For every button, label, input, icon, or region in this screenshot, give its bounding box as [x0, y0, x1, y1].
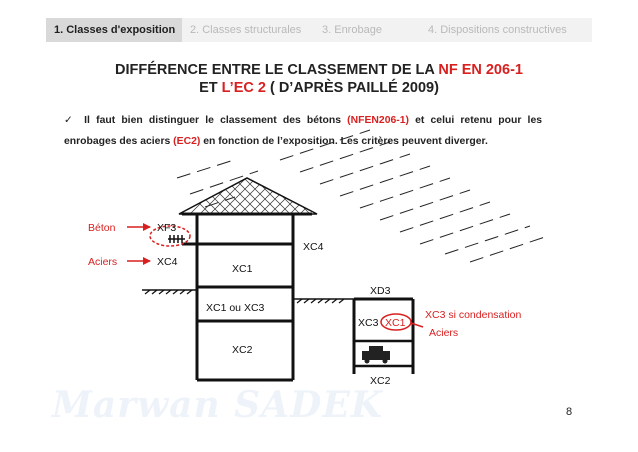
para-ec2-highlight: (EC2) [173, 136, 201, 147]
para-text: et celui retenu pour les enrobages des aciers [64, 115, 543, 147]
title-text: DIFFÉRENCE ENTRE LE CLASSEMENT DE LA [115, 62, 439, 78]
beton-label: Béton [88, 222, 116, 234]
tab-enrobage[interactable]: 3. Enrobage [322, 24, 382, 36]
xc4-label-left: XC4 [157, 256, 178, 268]
aciers-label-right: Aciers [429, 327, 459, 339]
title-ec2-highlight: L’EC 2 [221, 80, 266, 96]
title-text: ET [199, 80, 222, 96]
roof [170, 174, 340, 214]
xd3-label: XD3 [370, 285, 391, 297]
checkmark-icon: ✓ [64, 115, 76, 126]
para-norm-highlight: (NFEN206-1) [347, 115, 409, 126]
title-norm-highlight: NF EN 206-1 [438, 62, 523, 78]
para-text: en fonction de l’exposition. Les critères peuvent diverger. [200, 136, 488, 147]
xc3-label: XC3 [358, 317, 379, 329]
xc3-condensation-label: XC3 si condensation [425, 309, 522, 321]
rebar-icon [168, 235, 185, 243]
xc1-upper-label: XC1 [232, 263, 253, 275]
xc1-or-xc3-label: XC1 ou XC3 [206, 302, 265, 314]
para-text: Il faut bien distinguer le classement des bétons [84, 115, 348, 126]
page-number: 8 [566, 406, 573, 418]
title-source: ( D’APRÈS PAILLÉ 2009) [265, 80, 439, 96]
author-watermark: Marwan SADEK [52, 384, 384, 426]
xc2-label-right: XC2 [370, 375, 391, 387]
tab-classes-structurales[interactable]: 2. Classes structurales [190, 24, 302, 36]
car-icon [362, 346, 390, 364]
xf3-label: XF3 [157, 222, 177, 234]
xc1-circled-label: XC1 [385, 317, 406, 329]
tab-classes-exposition[interactable]: 1. Classes d'exposition [46, 18, 182, 42]
tab-dispositions-constructives[interactable]: 4. Dispositions constructives [428, 24, 567, 36]
xc4-label-right: XC4 [303, 241, 324, 253]
aciers-label-left: Aciers [88, 256, 118, 268]
xc2-label-left: XC2 [232, 344, 253, 356]
